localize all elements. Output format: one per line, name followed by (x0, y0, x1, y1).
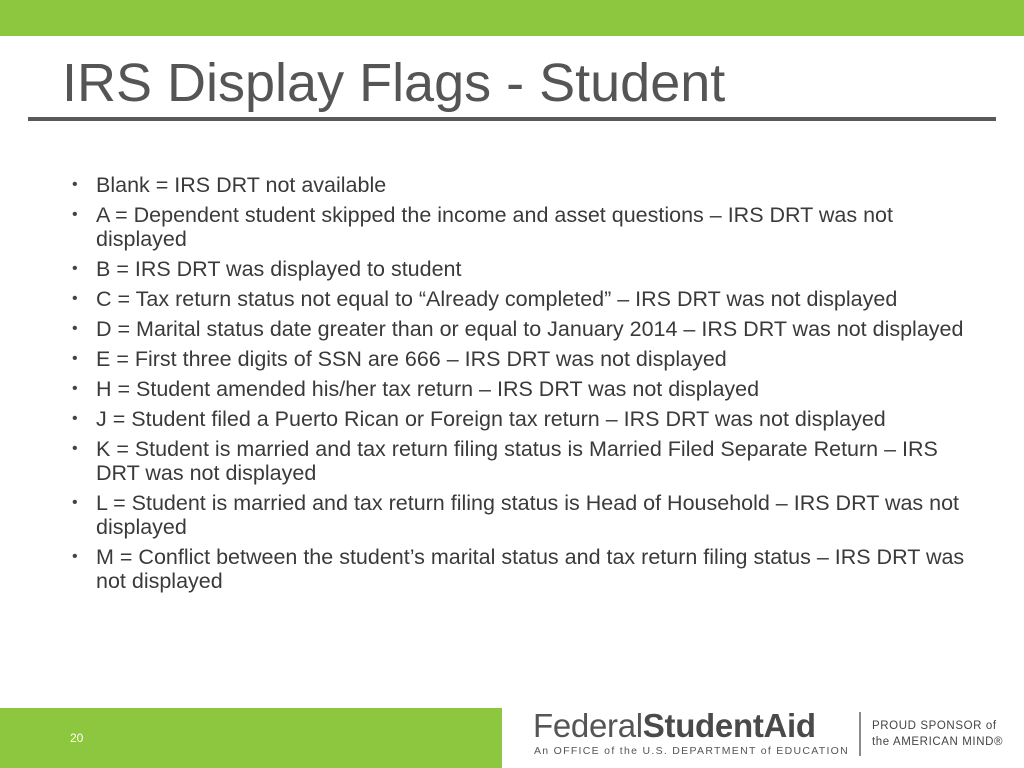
bullet-dot-icon: • (72, 290, 78, 307)
logo-word-federal: Federal (533, 707, 643, 744)
bullet-text: C = Tax return status not equal to “Already completed” – IRS DRT was not displayed (96, 287, 898, 311)
bullet-item (72, 407, 987, 431)
bullet-item (72, 203, 987, 251)
bullet-text: A = Dependent student skipped the income and asset questions – IRS DRT was not displayed (96, 203, 893, 251)
page-number: 20 (70, 731, 84, 745)
bullet-item (72, 491, 987, 539)
bullet-text: B = IRS DRT was displayed to student (96, 257, 462, 281)
bullet-item (72, 257, 987, 281)
bullet-dot-icon: • (72, 380, 78, 397)
bullet-dot-icon: • (72, 260, 78, 277)
sponsor-line-1: PROUD SPONSOR of (872, 720, 997, 732)
sponsor-line-2: the AMERICAN MIND® (872, 736, 1004, 748)
bullet-dot-icon: • (72, 440, 78, 457)
bullet-list (72, 173, 987, 599)
bullet-text: H = Student amended his/her tax return – IRS DRT was not displayed (96, 377, 760, 401)
bullet-dot-icon: • (72, 410, 78, 427)
top-accent-bar (0, 0, 1024, 36)
bullet-item (72, 377, 987, 401)
bullet-text: E = First three digits of SSN are 666 – IRS DRT was not displayed (96, 347, 727, 371)
bullet-text: L = Student is married and tax return filing status is Head of Household – IRS DRT was not displayed (96, 491, 960, 539)
bullet-item (72, 347, 987, 371)
bullet-dot-icon: • (72, 548, 78, 565)
bullet-dot-icon: • (72, 320, 78, 337)
federal-student-aid-logo (533, 708, 853, 758)
bullet-item (72, 317, 987, 341)
bullet-item (72, 545, 987, 593)
bullet-text: K = Student is married and tax return filing status is Married Filed Separate Return – IRS DRT was not displayed (96, 437, 938, 485)
sponsor-text (872, 718, 1003, 750)
bullet-item (72, 437, 987, 485)
bullet-text: M = Conflict between the student’s marital status and tax return filing status – IRS DRT was not displayed (96, 545, 965, 593)
logo-word-student-aid: StudentAid (642, 707, 816, 744)
title-underline (28, 117, 996, 121)
bullet-item (72, 173, 987, 197)
bullet-dot-icon: • (72, 350, 78, 367)
logo-divider (859, 712, 861, 756)
bullet-dot-icon: • (72, 176, 78, 193)
bullet-text: Blank = IRS DRT not available (96, 173, 387, 197)
bullet-item (72, 287, 987, 311)
logo-tagline: An OFFICE of the U.S. DEPARTMENT of EDUCATION (534, 745, 850, 757)
bullet-text: D = Marital status date greater than or equal to January 2014 – IRS DRT was not displayed (96, 317, 964, 341)
bullet-dot-icon: • (72, 494, 78, 511)
bullet-dot-icon: • (72, 206, 78, 223)
logo-wordmark (533, 708, 816, 744)
slide-title: IRS Display Flags - Student (62, 53, 726, 113)
bullet-text: J = Student filed a Puerto Rican or Foreign tax return – IRS DRT was not displayed (96, 407, 886, 431)
